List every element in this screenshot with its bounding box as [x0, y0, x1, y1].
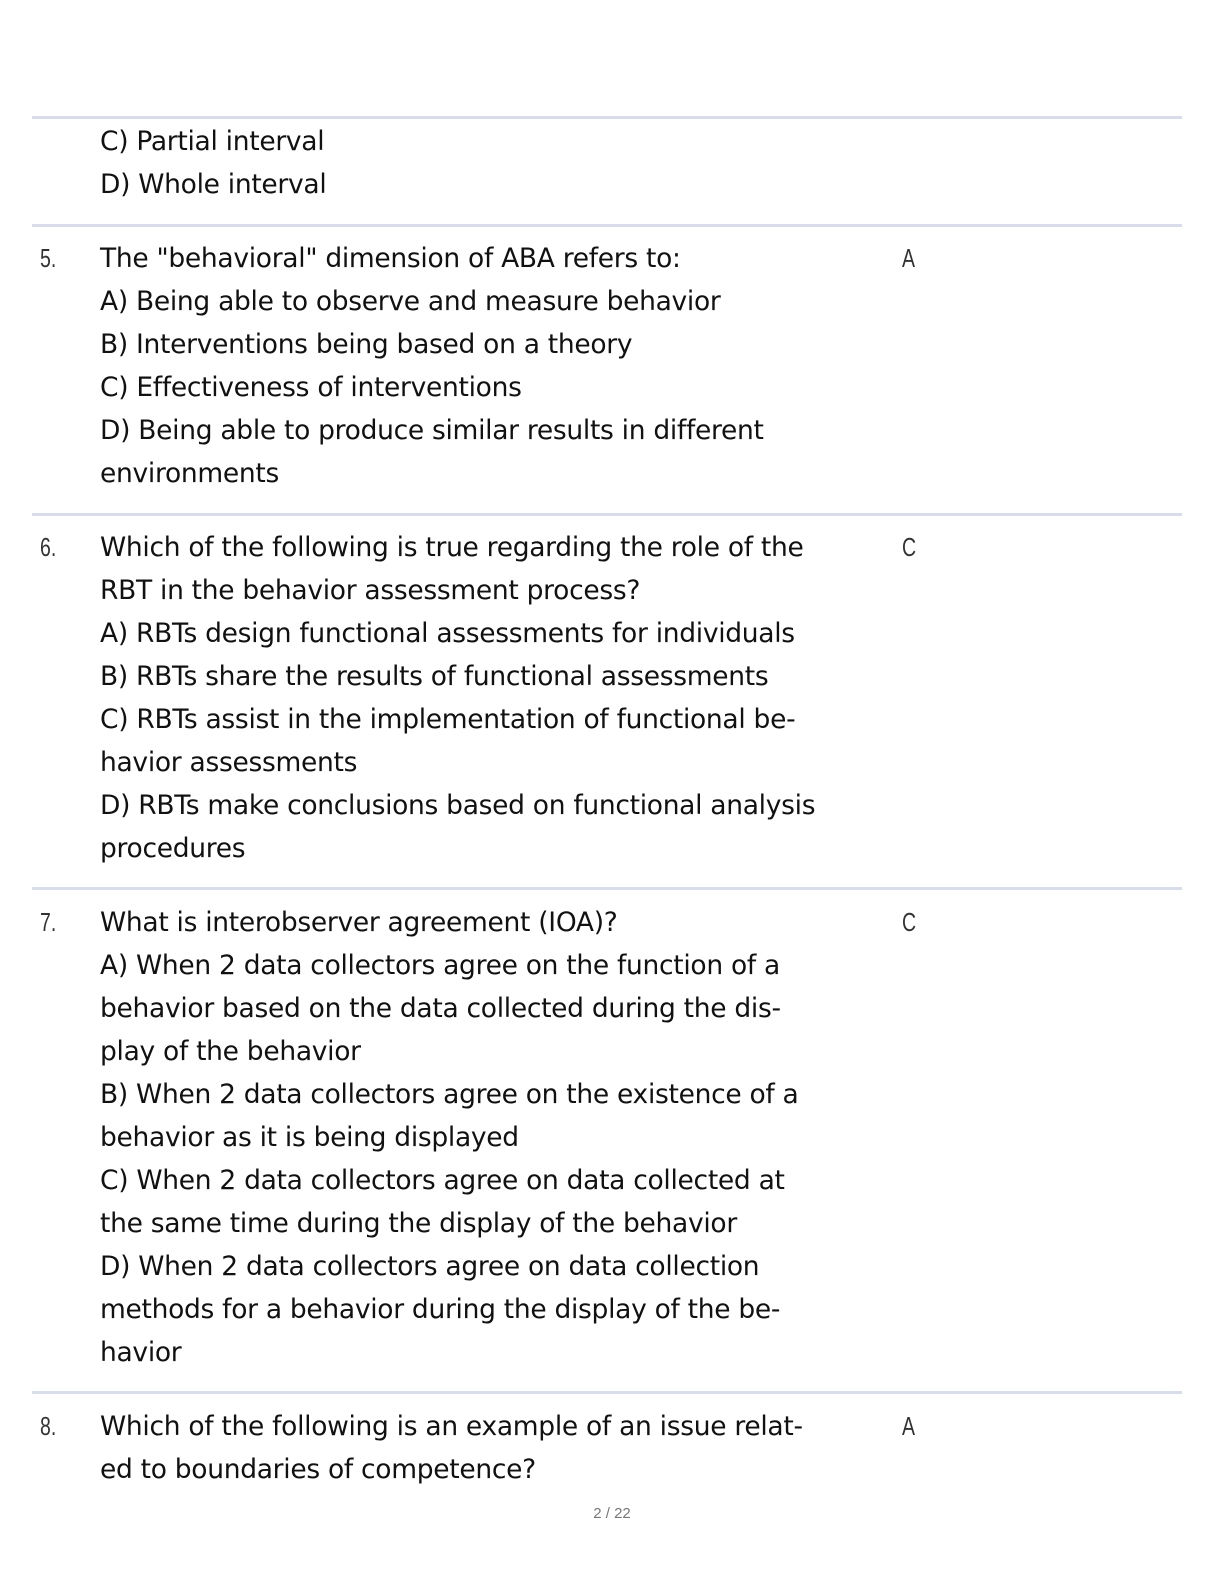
text-line: B) RBTs share the results of functional assessments	[100, 661, 769, 692]
text-line: play of the behavior	[100, 1036, 361, 1067]
question-text	[100, 1405, 803, 1491]
answer-key: C	[902, 907, 917, 937]
text-line: D) Whole interval	[100, 169, 327, 200]
text-line: C) Partial interval	[100, 126, 325, 157]
text-line: A) When 2 data collectors agree on the function of a	[100, 950, 780, 981]
text-line: havior	[100, 1337, 182, 1368]
divider	[32, 513, 1182, 516]
text-line: B) Interventions being based on a theory	[100, 329, 633, 360]
question-number: 8.	[40, 1411, 57, 1441]
page-number: 2 / 22	[593, 1505, 631, 1522]
text-line: Which of the following is an example of an issue relat-	[100, 1411, 803, 1442]
text-line: environments	[100, 458, 279, 489]
question-text	[100, 901, 799, 1374]
text-line: A) Being able to observe and measure behavior	[100, 286, 721, 317]
text-line: behavior based on the data collected during the dis-	[100, 993, 781, 1024]
divider	[32, 1391, 1182, 1394]
text-line: A) RBTs design functional assessments for individuals	[100, 618, 795, 649]
text-line: D) When 2 data collectors agree on data collection	[100, 1251, 760, 1282]
text-line: procedures	[100, 833, 246, 864]
divider	[32, 116, 1182, 119]
question-text	[100, 526, 815, 870]
text-line: D) Being able to produce similar results in different	[100, 415, 764, 446]
text-line: RBT in the behavior assessment process?	[100, 575, 641, 606]
text-line: C) Effectiveness of interventions	[100, 372, 522, 403]
text-line: the same time during the display of the behavior	[100, 1208, 737, 1239]
text-line: D) RBTs make conclusions based on functional analysis	[100, 790, 816, 821]
text-line: havior assessments	[100, 747, 358, 778]
text-line: What is interobserver agreement (IOA)?	[100, 907, 618, 938]
text-line: B) When 2 data collectors agree on the existence of a	[100, 1079, 799, 1110]
text-line: C) When 2 data collectors agree on data collected at	[100, 1165, 785, 1196]
divider	[32, 887, 1182, 890]
answer-key: C	[902, 532, 917, 562]
question-text	[100, 120, 326, 206]
answer-key: A	[902, 1411, 916, 1441]
text-line: behavior as it is being displayed	[100, 1122, 519, 1153]
text-line: The "behavioral" dimension of ABA refers to:	[100, 243, 681, 274]
text-line: ed to boundaries of competence?	[100, 1454, 536, 1485]
question-number: 7.	[40, 907, 57, 937]
text-line: methods for a behavior during the display of the be-	[100, 1294, 781, 1325]
question-number: 5.	[40, 243, 57, 273]
answer-key: A	[902, 243, 916, 273]
text-line: C) RBTs assist in the implementation of functional be-	[100, 704, 796, 735]
question-number: 6.	[40, 532, 57, 562]
divider	[32, 224, 1182, 227]
question-text	[100, 237, 764, 495]
text-line: Which of the following is true regarding the role of the	[100, 532, 804, 563]
